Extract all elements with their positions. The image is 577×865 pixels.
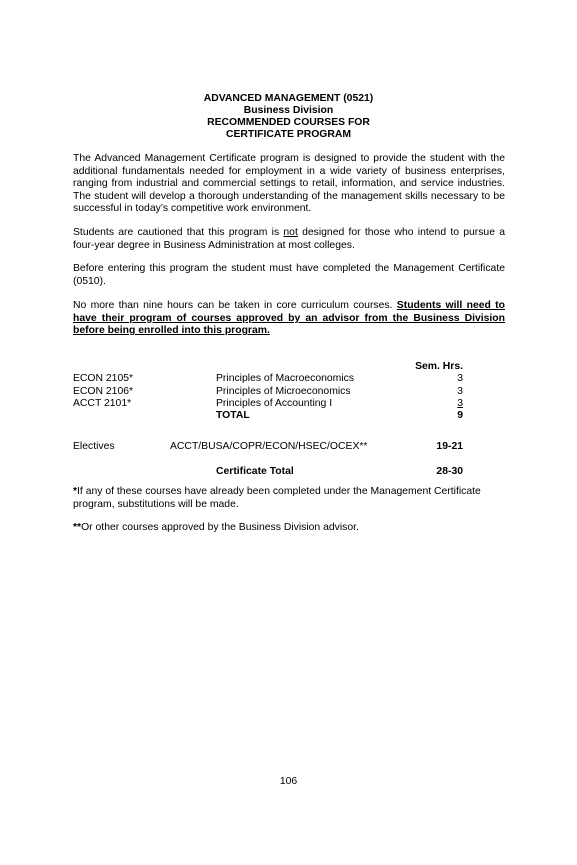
- electives-codes: ACCT/BUSA/COPR/ECON/HSEC/OCEX**: [170, 441, 368, 453]
- electives-label: Electives: [73, 441, 115, 453]
- caution-text-end: designed for those who intend to pursue a four-year degree in Business Administration at most colleges.: [73, 227, 506, 251]
- course-title: Principles of Microeconomics: [216, 385, 351, 397]
- course-row: [73, 398, 463, 410]
- semester-hours-header: Sem. Hrs.: [415, 361, 463, 372]
- course-table: [73, 361, 463, 478]
- footnote-single-asterisk: *: [73, 486, 78, 497]
- course-title: Principles of Macroeconomics: [216, 373, 355, 385]
- total-row: [73, 410, 463, 422]
- course-title: Principles of Accounting I: [216, 397, 333, 409]
- document-header: [0, 93, 577, 141]
- course-code: ECON 2105*: [73, 373, 134, 385]
- table-spacer: [73, 422, 463, 441]
- course-code: ACCT 2101*: [73, 397, 132, 409]
- electives-row: [73, 441, 463, 453]
- page-number: 106: [279, 776, 298, 787]
- footnote-other-courses-text: Or other courses approved by the Business Division advisor.: [81, 522, 359, 533]
- course-hours: 3: [457, 373, 463, 385]
- advisor-paragraph: [73, 300, 505, 338]
- header-recommended: RECOMMENDED COURSES FOR: [207, 117, 370, 128]
- total-label: TOTAL: [216, 410, 250, 422]
- intro-paragraph: The Advanced Management Certificate program is designed to provide the student with the additional fundamentals needed for employment in a wide variety of business enterprises, ranging from industrial and commercial settings to retail, information, and service industries. The student will develop a thorough understanding of the management skills necessary to be successful in today’s competitive work environment.: [73, 153, 505, 215]
- electives-hours: 19-21: [436, 441, 463, 453]
- course-code: ECON 2106*: [73, 385, 134, 397]
- certificate-total-label: Certificate Total: [216, 465, 294, 477]
- header-division: Business Division: [243, 105, 334, 116]
- total-hours: 9: [457, 410, 463, 422]
- header-program-title: ADVANCED MANAGEMENT (0521): [203, 93, 374, 104]
- caution-text-start: Students are cautioned that this program is: [73, 227, 284, 238]
- footnote-other-courses: [73, 522, 505, 535]
- caution-emphasis-not: not: [283, 227, 298, 238]
- course-hours: 3: [457, 397, 463, 409]
- caution-paragraph: [73, 227, 505, 252]
- footnote-substitution: [73, 486, 505, 511]
- advisor-text-emphasis: Students will need to have their program of courses approved by an advisor from the Business Division before being enrolled into this program.: [73, 300, 505, 337]
- course-hours: 3: [457, 385, 463, 397]
- table-spacer: [73, 454, 463, 466]
- footnote-substitution-text: If any of these courses have already been completed under the Management Certificate program, substitutions will be made.: [73, 486, 481, 510]
- course-row: [73, 386, 463, 398]
- footnote-double-asterisk: **: [73, 522, 82, 533]
- header-certificate: CERTIFICATE PROGRAM: [225, 129, 352, 140]
- prerequisite-paragraph: Before entering this program the student must have completed the Management Certificate (0510).: [73, 263, 505, 287]
- certificate-total-row: [73, 466, 463, 478]
- certificate-total-hours: 28-30: [436, 465, 463, 477]
- course-row: [73, 373, 463, 385]
- course-table-header: [73, 361, 463, 373]
- advisor-text-plain: No more than nine hours can be taken in core curriculum courses.: [73, 300, 397, 311]
